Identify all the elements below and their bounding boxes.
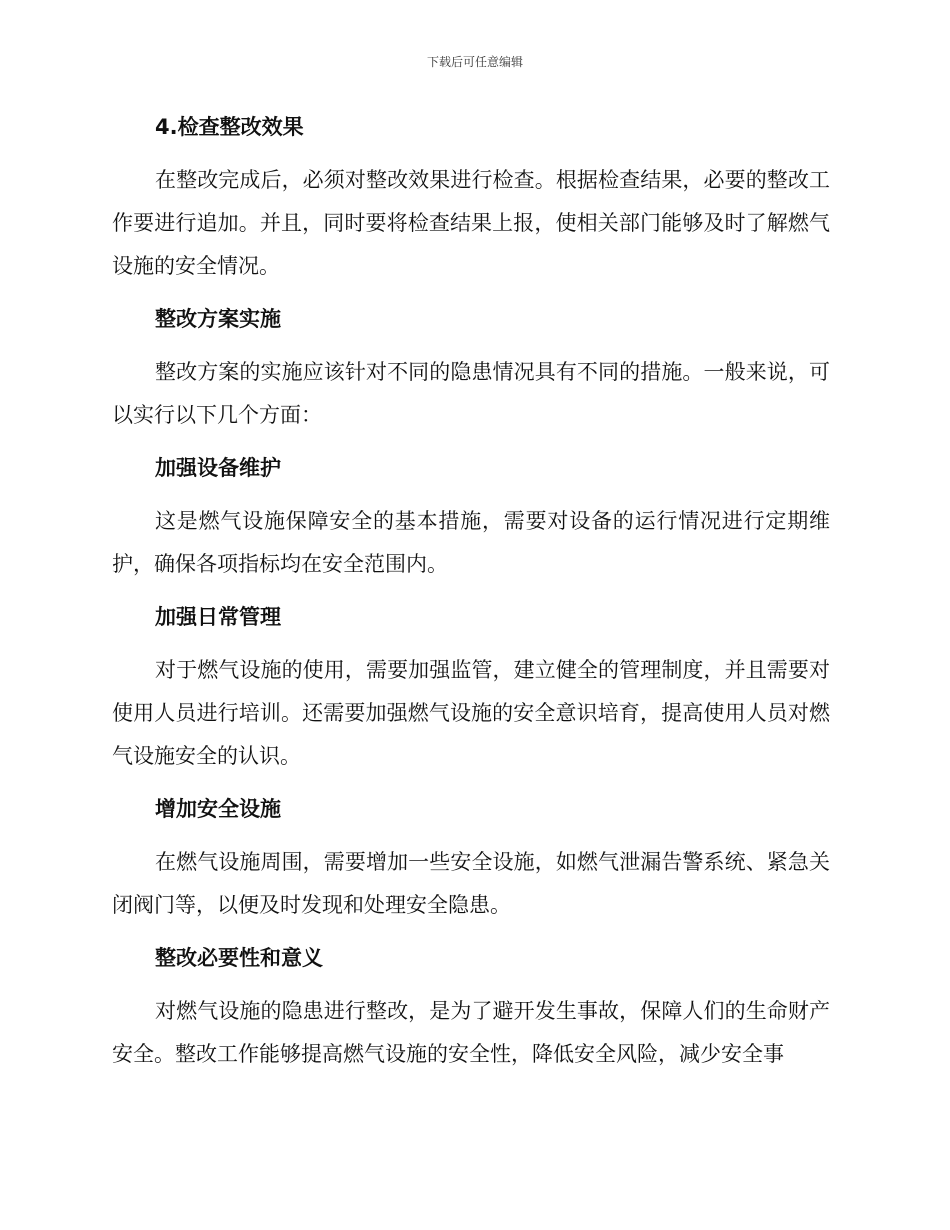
- section-heading-equipment-maintenance: 加强设备维护: [155, 456, 281, 480]
- section-heading-safety-facilities: 增加安全设施: [155, 797, 281, 821]
- section-paragraph-daily-management: 对于燃气设施的使用，需要加强监管，建立健全的管理制度，并且需要对使用人员进行培训。还需要加强燃气设施的安全意识培育，提高使用人员对燃气设施安全的认识。: [112, 658, 830, 768]
- section-heading-necessity-significance: 整改必要性和意义: [155, 946, 323, 970]
- section-paragraph-plan-implementation: 整改方案的实施应该针对不同的隐患情况具有不同的措施。一般来说，可以实行以下几个方面：: [112, 360, 830, 427]
- section-heading-plan-implementation: 整改方案实施: [155, 307, 281, 331]
- document-body: [112, 106, 830, 1076]
- section-heading-daily-management: 加强日常管理: [155, 605, 281, 629]
- section-paragraph-safety-facilities: 在燃气设施周围，需要增加一些安全设施，如燃气泄漏告警系统、紧急关闭阀门等，以便及时发现和处理安全隐患。: [112, 850, 830, 917]
- section-paragraph-equipment-maintenance: 这是燃气设施保障安全的基本措施，需要对设备的运行情况进行定期维护，确保各项指标均在安全范围内。: [112, 509, 830, 576]
- section-paragraph-check-results: 在整改完成后，必须对整改效果进行检查。根据检查结果，必要的整改工作要进行追加。并且，同时要将检查结果上报，使相关部门能够及时了解燃气设施的安全情况。: [112, 168, 830, 278]
- page-header: 下载后可任意编辑: [426, 55, 523, 69]
- section-heading-check-results: 4.检查整改效果: [155, 115, 304, 139]
- section-paragraph-necessity-significance: 对燃气设施的隐患进行整改，是为了避开发生事故，保障人们的生命财产安全。整改工作能够提高燃气设施的安全性，降低安全风险，减少安全事: [112, 999, 830, 1066]
